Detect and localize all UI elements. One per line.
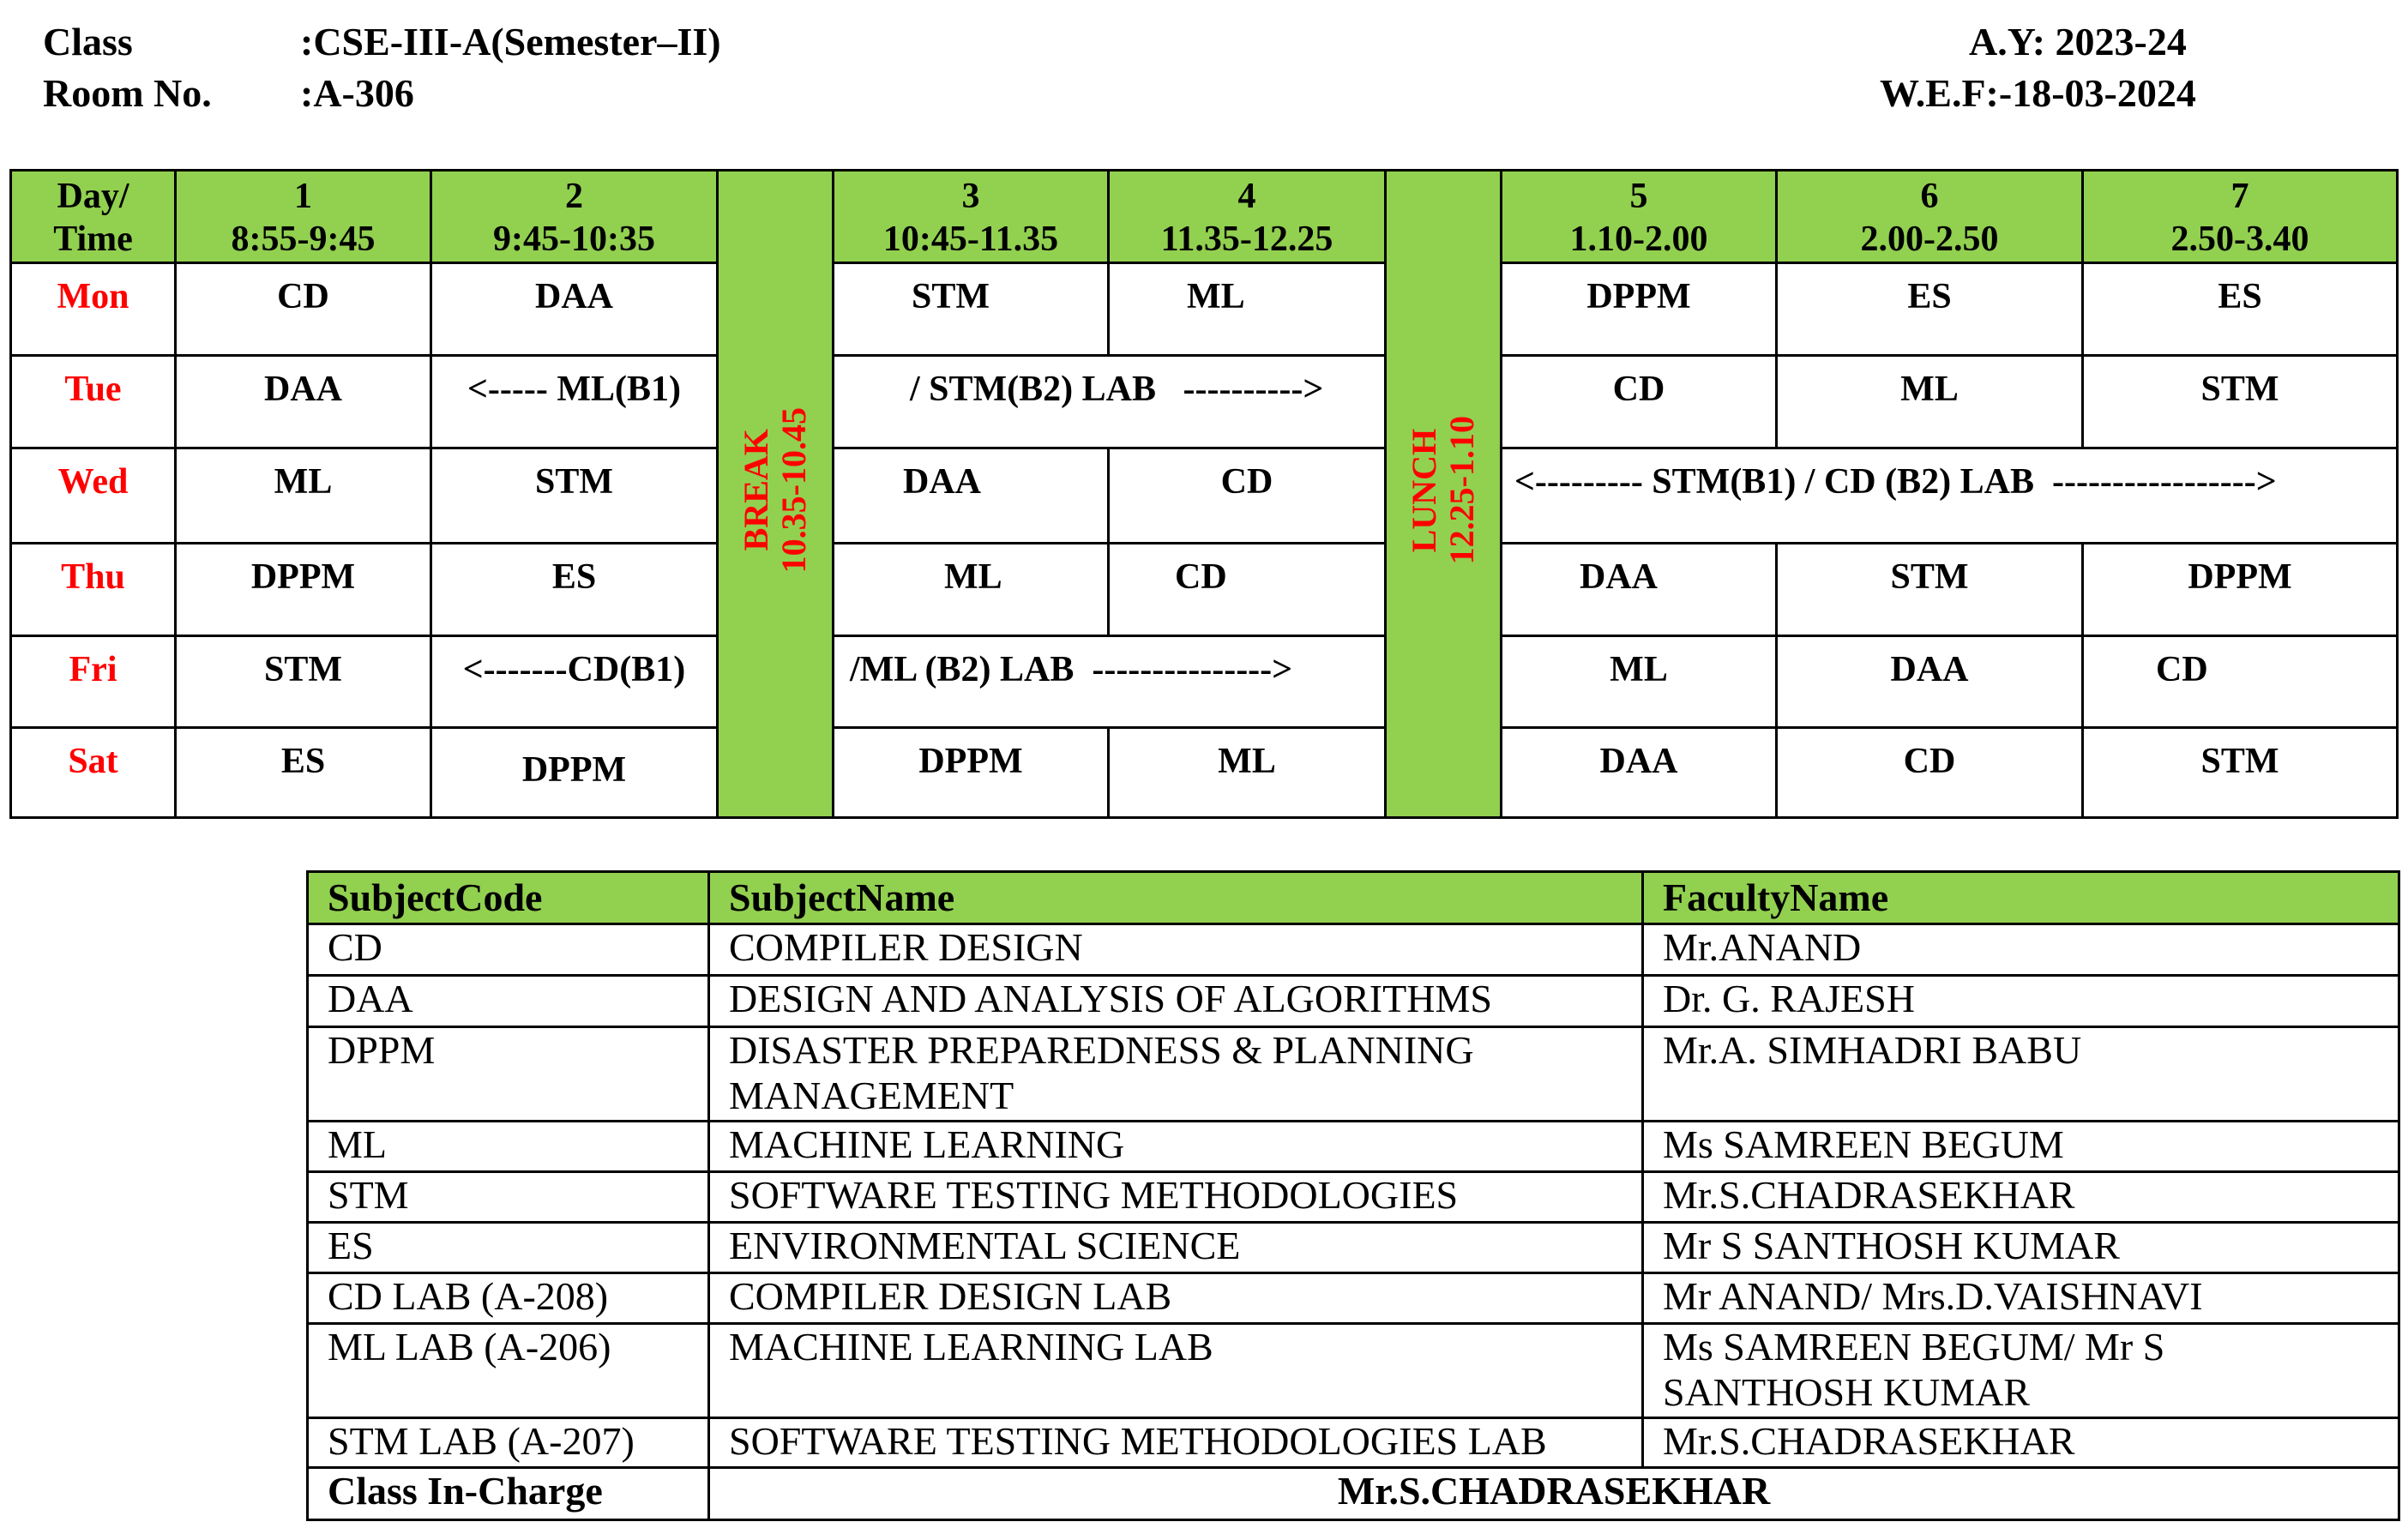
lab-cell: <--------- STM(B1) / CD (B2) LAB -----------------> [1502,448,2398,544]
timetable-cell: STM [1777,544,2083,636]
period-time: 11.35-12.25 [1160,219,1333,259]
subject-name: SOFTWARE TESTING METHODOLOGIES LAB [709,1418,1643,1468]
day-row-tue [11,356,2398,448]
period-time: 2.00-2.50 [1860,219,1999,259]
subject-code: CD [308,924,709,976]
timetable-cell: ES [2083,263,2398,356]
timetable-cell: DPPM [1502,263,1777,356]
faculty-name: Mr.ANAND [1643,924,2399,976]
day-row-mon [11,263,2398,356]
corner-time: Time [53,219,133,259]
subject-name: MACHINE LEARNING [709,1122,1643,1172]
timetable-cell: STM [2083,728,2398,818]
subject-code: DAA [308,976,709,1027]
timetable-cell: ML [1502,636,1777,728]
timetable-cell: ML [834,544,1109,636]
period-header-2 [431,171,718,263]
subject-name: DESIGN AND ANALYSIS OF ALGORITHMS [709,976,1643,1027]
day-name: Wed [11,448,176,544]
day-row-sat [11,728,2398,818]
class-incharge-name: Mr.S.CHADRASEKHAR [709,1468,2399,1520]
subject-table [306,870,2400,1521]
faculty-name: Mr.S.CHADRASEKHAR [1643,1172,2399,1223]
day-name: Thu [11,544,176,636]
faculty-name: Mr S SANTHOSH KUMAR [1643,1223,2399,1273]
period-header-6 [1777,171,2083,263]
subject-code: STM [308,1172,709,1223]
subject-name: COMPILER DESIGN LAB [709,1273,1643,1324]
period-num: 2 [565,176,583,216]
corner-cell [11,171,176,263]
faculty-name: Ms SAMREEN BEGUM/ Mr S SANTHOSH KUMAR [1643,1324,2399,1418]
lunch-column [1386,171,1502,818]
timetable-header-row [11,171,2398,263]
period-num: 5 [1629,176,1648,216]
day-name: Sat [11,728,176,818]
subject-code: ES [308,1223,709,1273]
subject-code: ML LAB (A-206) [308,1324,709,1418]
period-time: 1.10-2.00 [1569,219,1708,259]
class-value: :CSE-III-A(Semester–II) [300,20,721,63]
period-header-3 [834,171,1109,263]
day-name: Tue [11,356,176,448]
period-header-7 [2083,171,2398,263]
period-num: 7 [2230,176,2249,216]
subject-row [308,1273,2399,1324]
timetable-cell: CD [1502,356,1777,448]
timetable-cell: CD [1109,544,1386,636]
subject-name: ENVIRONMENTAL SCIENCE [709,1223,1643,1273]
timetable-cell: ES [1777,263,2083,356]
period-header-5 [1502,171,1777,263]
subject-name: MACHINE LEARNING LAB [709,1324,1643,1418]
break-label: BREAK 10.35-10.45 [737,407,813,574]
timetable-cell: STM [176,636,431,728]
class-incharge-label: Class In-Charge [308,1468,709,1520]
period-num: 3 [961,176,980,216]
timetable-cell: CD [1777,728,2083,818]
period-time: 9:45-10:35 [493,219,655,259]
lab-cell: / STM(B2) LAB ----------> [834,356,1386,448]
period-num: 1 [294,176,312,216]
subject-row [308,1027,2399,1122]
subject-row [308,1223,2399,1273]
timetable-cell: DAA [1502,728,1777,818]
subject-row [308,1418,2399,1468]
subject-row [308,976,2399,1027]
col-header-subject-code: SubjectCode [308,872,709,924]
timetable-cell: DPPM [834,728,1109,818]
lab-cell: /ML (B2) LAB ---------------> [834,636,1386,728]
timetable [9,169,2399,819]
period-header-4 [1109,171,1386,263]
subject-code: DPPM [308,1027,709,1122]
day-row-fri [11,636,2398,728]
timetable-cell: ML [1109,263,1386,356]
period-time: 2.50-3.40 [2170,219,2309,259]
subject-name: DISASTER PREPAREDNESS & PLANNING MANAGEMENT [709,1027,1643,1122]
timetable-cell: DAA [1502,544,1777,636]
timetable-cell: ES [431,544,718,636]
subject-code: STM LAB (A-207) [308,1418,709,1468]
break-column [718,171,834,818]
room-label: Room No. [43,71,212,115]
day-name: Mon [11,263,176,356]
period-num: 4 [1237,176,1256,216]
timetable-cell: DAA [431,263,718,356]
timetable-cell: CD [1109,448,1386,544]
day-row-wed [11,448,2398,544]
period-time: 8:55-9:45 [231,219,376,259]
period-header-1 [176,171,431,263]
timetable-cell: ES [176,728,431,818]
class-incharge-row [308,1468,2399,1520]
timetable-cell: CD [2083,636,2398,728]
timetable-cell: <-------CD(B1) [431,636,718,728]
timetable-cell: DPPM [2083,544,2398,636]
timetable-cell: STM [834,263,1109,356]
timetable-cell: STM [2083,356,2398,448]
faculty-name: Dr. G. RAJESH [1643,976,2399,1027]
subject-code: ML [308,1122,709,1172]
academic-year: A.Y: 2023-24 [1969,20,2187,63]
timetable-cell: DAA [176,356,431,448]
timetable-cell: <----- ML(B1) [431,356,718,448]
subject-row [308,1122,2399,1172]
faculty-name: Mr ANAND/ Mrs.D.VAISHNAVI [1643,1273,2399,1324]
subject-table-header [308,872,2399,924]
col-header-subject-name: SubjectName [709,872,1643,924]
subject-name: COMPILER DESIGN [709,924,1643,976]
room-value: :A-306 [300,71,414,115]
subject-row [308,924,2399,976]
subject-code: CD LAB (A-208) [308,1273,709,1324]
timetable-cell: DPPM [431,728,718,818]
timetable-cell: DAA [1777,636,2083,728]
period-num: 6 [1920,176,1939,216]
faculty-name: Mr.S.CHADRASEKHAR [1643,1418,2399,1468]
timetable-cell: DAA [834,448,1109,544]
day-row-thu [11,544,2398,636]
timetable-cell: ML [1109,728,1386,818]
wef-date: W.E.F:-18-03-2024 [1880,71,2196,115]
corner-day: Day/ [57,176,129,216]
timetable-cell: ML [176,448,431,544]
timetable-cell: ML [1777,356,2083,448]
period-time: 10:45-11.35 [882,219,1059,259]
timetable-cell: DPPM [176,544,431,636]
subject-row [308,1324,2399,1418]
subject-row [308,1172,2399,1223]
faculty-name: Ms SAMREEN BEGUM [1643,1122,2399,1172]
timetable-cell: CD [176,263,431,356]
day-name: Fri [11,636,176,728]
faculty-name: Mr.A. SIMHADRI BABU [1643,1027,2399,1122]
lunch-label: LUNCH 12.25-1.10 [1405,416,1481,565]
class-label: Class [43,20,133,63]
timetable-cell: STM [431,448,718,544]
col-header-faculty-name: FacultyName [1643,872,2399,924]
subject-name: SOFTWARE TESTING METHODOLOGIES [709,1172,1643,1223]
